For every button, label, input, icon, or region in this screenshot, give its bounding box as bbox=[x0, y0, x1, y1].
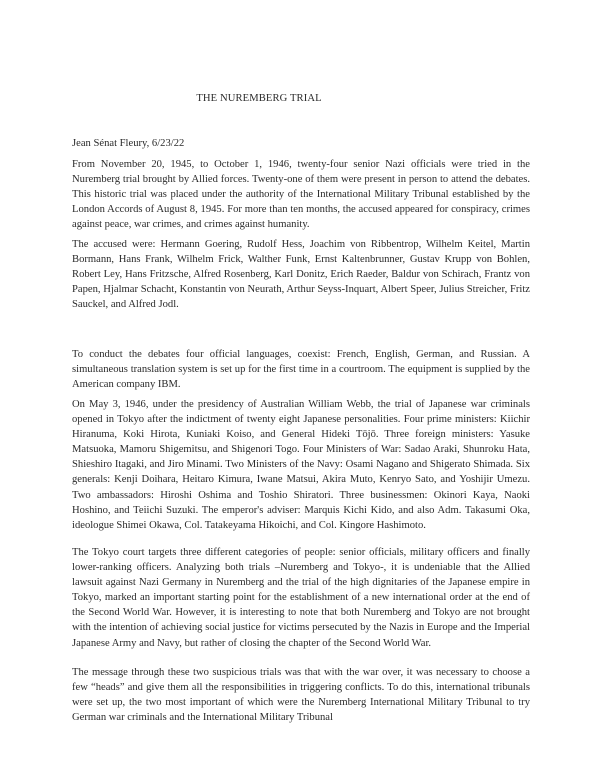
paragraph-languages: To conduct the debates four official languages, coexist: French, English, German, and Russian. A simultaneous translation system is set up for the first time in a courtroom. The equipment is supplied by the American company IBM. bbox=[72, 349, 530, 391]
paragraph-intro: From November 20, 1945, to October 1, 1946, twenty-four senior Nazi officials were tried in the Nuremberg trial brought by Allied forces. Twenty-one of them were present in person to attend the debates. This historic trial was placed under the authority of the International Military Tribunal established by the London Accords of August 8, 1945. For more than ten months, the accused appeared for conspiracy, crimes against peace, war crimes, and crimes against humanity. bbox=[72, 159, 530, 231]
paragraph-message: The message through these two suspicious trials was that with the war over, it was necessary to choose a few “heads” and give them all the responsibilities in triggering conflicts. To do this, international tribunals were set up, the two most important of which were the Nuremberg International Military Tribunal to try German war criminals and the International Military Tribunal bbox=[72, 667, 530, 724]
author-date-line: Jean Sénat Fleury, 6/23/22 bbox=[72, 138, 185, 149]
paragraph-tokyo-court: The Tokyo court targets three different categories of people: senior officials, military officers and finally lower-ranking officers. Analyzing both trials –Nuremberg and Tokyo-, it is undeniable that the Allied lawsuit against Nazi Germany in Nuremberg and the trial of the high dignitaries of the Japanese empire in Tokyo, marked an important starting point for the establishment of a new international order at the end of the Second World War. However, it is interesting to note that both Nuremberg and Tokyo are not brought with the intention of achieving social justice for victims persecuted by the Nazis in Europe and the Imperial Japanese Army and Navy, but rather of closing the chapter of the Second World War. bbox=[72, 547, 530, 649]
paragraph-accused: The accused were: Hermann Goering, Rudolf Hess, Joachim von Ribbentrop, Wilhelm Keitel, Martin Bormann, Hans Frank, Wilhelm Frick, Walther Funk, Ernst Kaltenbrunner, Gustav Krupp von Bohlen, Robert Ley, Hans Fritzsche, Alfred Rosenberg, Karl Donitz, Erich Raeder, Baldur von Schirach, Frantz von Papen, Hjalmar Schacht, Konstantin von Neurath, Arthur Seyss-Inquart, Albert Speer, Julius Streicher, Fritz Sauckel, and Alfred Jodl. bbox=[72, 239, 530, 311]
document-title: THE NUREMBERG TRIAL bbox=[196, 93, 322, 104]
paragraph-tokyo-trial: On May 3, 1946, under the presidency of Australian William Webb, the trial of Japanese war criminals opened in Tokyo after the indictment of twenty eight Japanese personalities. Four prime ministers: Kiichir Hiranuma, Koki Hirota, Kuniaki Koiso, and General Hideki Tōjō. Three foreign ministers: Yasuke Matsuoka, Mamoru Shigemitsu, and Shigenori Togo. Four Ministers of War: Sadao Araki, Shunroku Hata, Shieshiro Itagaki, and Jiro Minami. Two Ministers of the Navy: Osami Nagano and Shigerato Shimada. Six generals: Kenji Doihara, Heitaro Kimura, Iwane Matsui, Akira Muto, Kenryo Sato, and Yoshijir Umezu. Two ambassadors: Hiroshi Oshima and Toshio Shiratori. Three businessmen: Okinori Kaya, Naoki Hoshino, and Teiichi Suzuki. The emperor's adviser: Marquis Kichi Kido, and also Adm. Takasumi Oka, ideologue Shimei Okawa, Col. Tatakeyama Hikoichi, and Col. Kingore Hashimoto. bbox=[72, 399, 530, 531]
